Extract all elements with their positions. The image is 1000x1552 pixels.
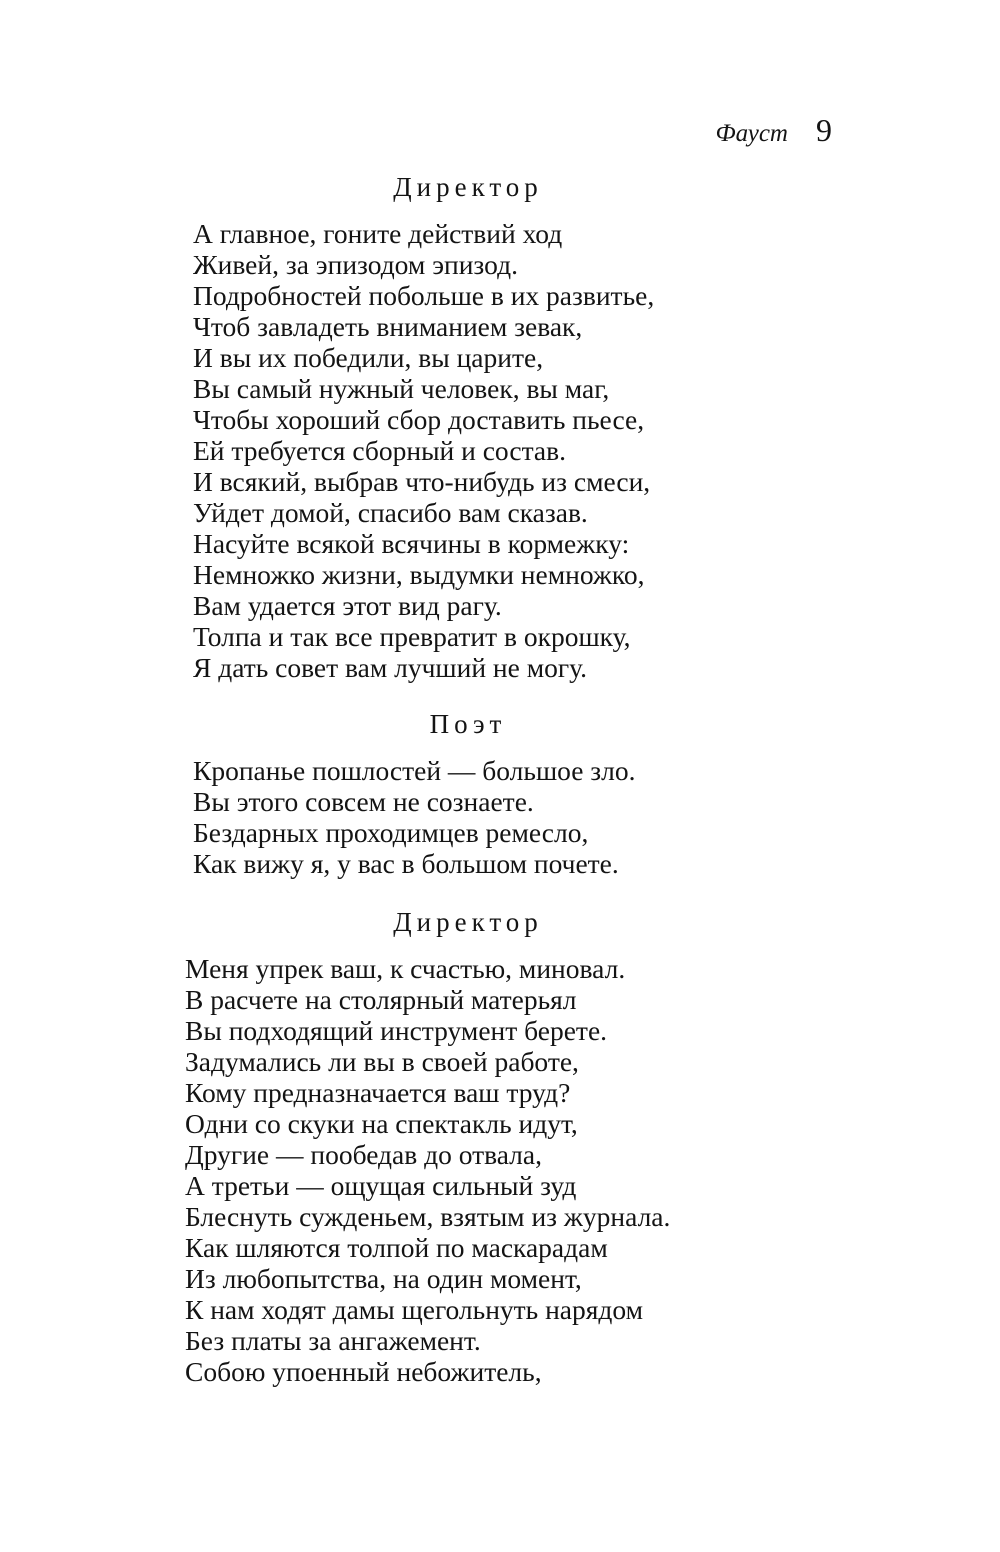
verse-line: Вы подходящий инструмент берете. xyxy=(185,1015,608,1046)
verse-line: Чтобы хороший сбор доставить пьесе, xyxy=(193,404,645,435)
verse-line: Вы самый нужный человек, вы маг, xyxy=(193,373,610,404)
page-number: 9 xyxy=(816,112,832,148)
verse-block xyxy=(185,953,670,1387)
verse-line: Кропанье пошлостей — большое зло. xyxy=(193,755,636,786)
verse-line: И всякий, выбрав что-нибудь из смеси, xyxy=(193,466,651,497)
verse-line: Другие — пообедав до отвала, xyxy=(185,1139,542,1170)
verse-line: Бездарных проходимцев ремесло, xyxy=(193,817,589,848)
verse-line: Я дать совет вам лучший не могу. xyxy=(193,652,588,683)
speaker-name: Директор xyxy=(393,172,543,202)
verse-line: А главное, гоните действий ход xyxy=(193,218,563,249)
speaker-name: Поэт xyxy=(429,709,507,739)
running-title: Фауст xyxy=(715,120,788,147)
verse-line: К нам ходят дамы щегольнуть нарядом xyxy=(185,1294,644,1325)
verse-line: Уйдет домой, спасибо вам сказав. xyxy=(193,497,588,528)
verse-line: Как шляются толпой по маскарадам xyxy=(185,1232,608,1263)
verse-line: Одни со скуки на спектакль идут, xyxy=(185,1108,578,1139)
verse-line: Вам удается этот вид рагу. xyxy=(193,590,502,621)
verse-line: В расчете на столярный матерьял xyxy=(185,984,577,1015)
verse-line: Вы этого совсем не сознаете. xyxy=(193,786,534,817)
verse-line: Чтоб завладеть вниманием зевак, xyxy=(193,311,583,342)
verse-line: А третьи — ощущая сильный зуд xyxy=(185,1170,577,1201)
verse-line: Немножко жизни, выдумки немножко, xyxy=(193,559,645,590)
verse-line: Без платы за ангажемент. xyxy=(185,1325,481,1356)
verse-line: Толпа и так все превратит в окрошку, xyxy=(193,621,631,652)
verse-line: Живей, за эпизодом эпизод. xyxy=(193,249,518,280)
verse-block xyxy=(193,218,654,683)
verse-line: Блеснуть сужденьем, взятым из журнала. xyxy=(185,1201,671,1232)
verse-line: Как вижу я, у вас в большом почете. xyxy=(193,848,619,879)
verse-block xyxy=(193,755,636,879)
verse-line: Собою упоенный небожитель, xyxy=(185,1356,542,1387)
verse-line: Из любопытства, на один момент, xyxy=(185,1263,582,1294)
verse-line: Ей требуется сборный и состав. xyxy=(193,435,566,466)
running-head xyxy=(715,112,832,149)
verse-line: Меня упрек ваш, к счастью, миновал. xyxy=(185,953,626,984)
verse-line: Задумались ли вы в своей работе, xyxy=(185,1046,579,1077)
speaker-name: Директор xyxy=(393,907,543,937)
verse-line: Кому предназначается ваш труд? xyxy=(185,1077,571,1108)
verse-line: Подробностей побольше в их развитье, xyxy=(193,280,655,311)
verse-line: Насуйте всякой всячины в кормежку: xyxy=(193,528,630,559)
verse-line: И вы их победили, вы царите, xyxy=(193,342,544,373)
